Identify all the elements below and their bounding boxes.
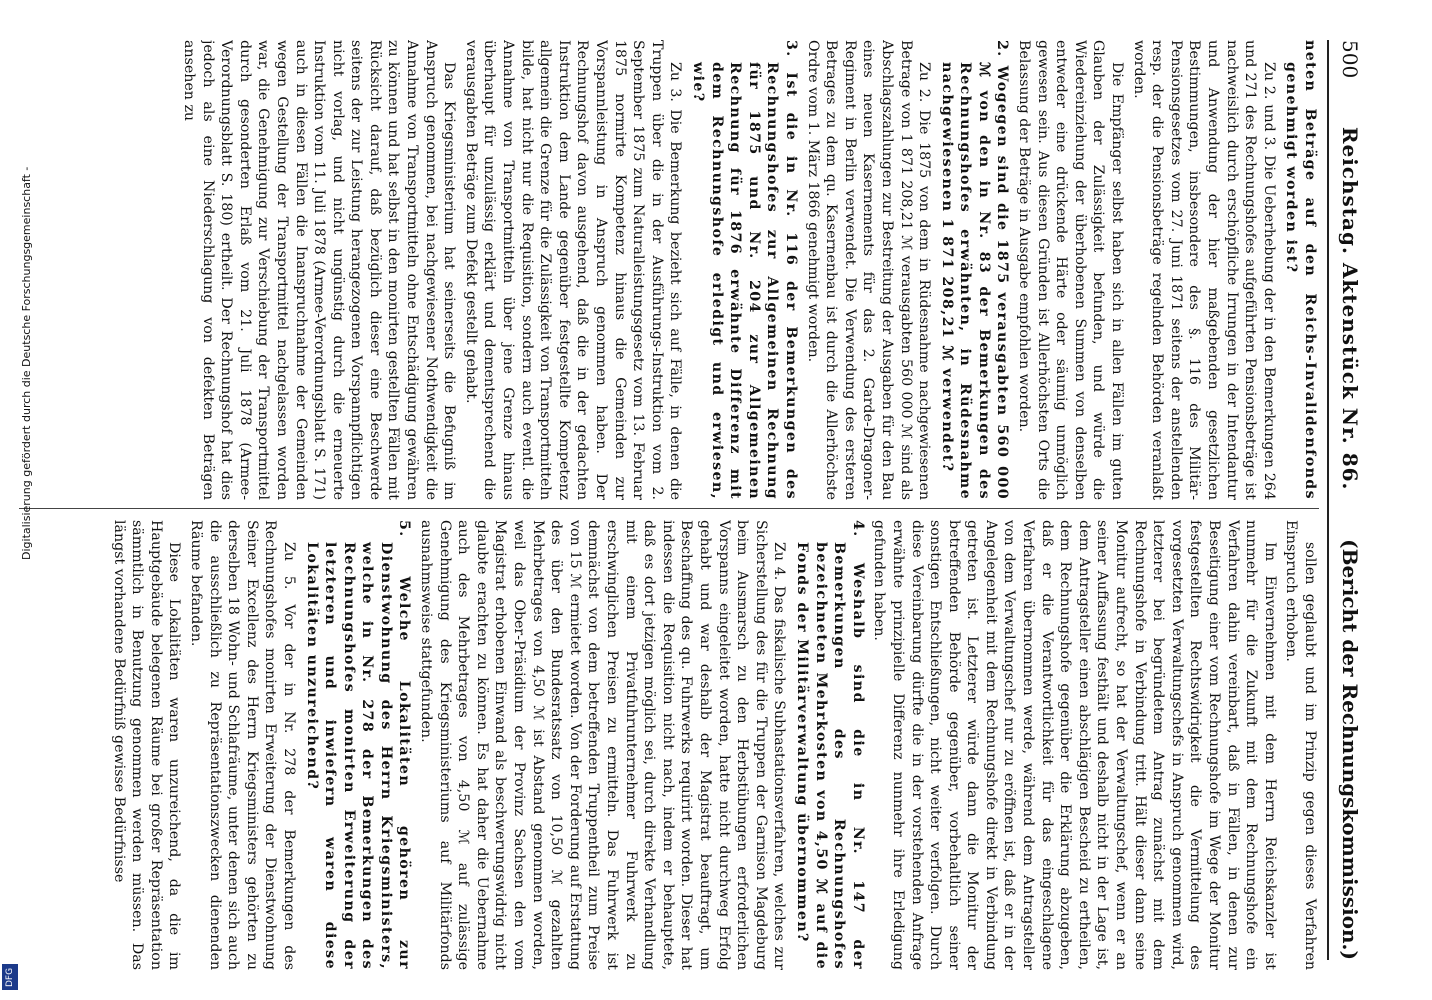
answer-paragraph: Im Einvernehmen mit dem Herrn Reichskanzler ist nunmehr für die Zukunft mit dem Rechnungshofe ein Verfahren dahin vereinbart, daß in Fällen, in denen zur Beseitigung einer vom Rechnungshofe im Wege der Monitur festgestellten Rechtswidrigkeit die Vermittelung des vorgesetzten Verwaltungschefs in Anspruch genommen wird, letzterer bei begründetem Antrag zunächst mit dem Rechnungshofe in Verbindung tritt. Hält dieser dann seine Monitur aufrecht, so hat der Verwaltungschef, wenn er an seiner Auffassung festhält und deshalb nicht in der Lage ist, dem Antragsteller einen abschlägigen Bescheid zu ertheilen, dem Rechnungshofe gegenüber die Erklärung abzugeben, daß er die Verantwortlichkeit für das eingeschlagene Verfahren übernommen werde, während dem Antragsteller von dem Verwaltungschef nur zu eröffnen ist, daß er in der Angelegenheit mit dem Rechnungshofe direkt in Verbindung getreten ist. Letzterer würde dann die Monitur der betreffenden Behörde gegenüber, vorbehaltlich seiner sonstigen Entschließungen, nicht weiter verfolgen. Durch diese Vereinbarung dürfte die in der vorstehenden Anfrage erwähnte prinzipielle Differenz nunmehr ihre Erledigung gefunden haben.: [871, 520, 1278, 970]
header-rule: [1327, 40, 1329, 960]
answer-paragraph: Zu 2. Die 1875 von dem in Rüdesnahme nachgewiesenen Betrage von 1 871 208,21 ℳ verausgabten 560 000 ℳ sind als Abschlagszahlungen zur Bestreitung der Ausgaben für den Bau eines neuen Kasernements für das 2. Garde-Dragoner-Regiment in Berlin verwendet. Die Verwendung des ersteren Betrages zu dem qu. Kasernenbau ist durch die Allerhöchste Ordre vom 1. März 1866 genehmigt worden.: [804, 40, 933, 500]
answer-paragraph: Zu 5. Vor der in Nr. 278 der Bemerkungen des Rechnungshofes monirten Erweiterung der Dienstwohnung Seiner Excellenz des Herrn Kriegsministers gehörten zu derselben 18 Wohn- und Schlafräume, unter denen sich auch die ausschließlich zu Repräsentationszwecken dienenden Räume befanden.: [187, 520, 297, 970]
right-column: [19, 520, 1319, 970]
question-paragraph: neten Beträge auf den Reichs-Invalidenfonds genehmigt worden ist?: [1283, 40, 1318, 500]
question-paragraph: 2. Wogegen sind die 1875 verausgabten 560 000 ℳ von den in Nr. 83 der Bemerkungen des Rechnungshofes erwähnten, in Rüdesnahme nachgewiesenen 1 871 208,21 ℳ verwendet?: [938, 40, 1011, 500]
page-number: 500: [1338, 40, 1362, 79]
question-paragraph: 5. Welche Lokalitäten gehören zur Dienstwohnung des Herrn Kriegsministers, welche in Nr. 278 der Bemerkungen des Rechnungshofes monirten Erweiterung der letzteren und inwiefern waren diese Lokalitäten unzureichend?: [303, 520, 413, 970]
question-paragraph: 4. Weshalb sind die in Nr. 147 der Bemerkungen des Rechnungshofes bezeichneten Mehrkosten von 4,50 ℳ auf die Fonds der Militärverwaltung übernommen?: [793, 520, 866, 970]
credit-text: Digitalisierung gefördert durch die Deutsche Forschungsgemeinschaft -: [20, 166, 33, 560]
answer-paragraph: Die Empfänger selbst haben sich in allen Fällen im guten Glauben der Zulässigkeit befunden, und würde die Wiedereinziehung der überhobenen Summen von denselben entweder eine drückende Härte oder säumig unmöglich gewesen sein. Aus diesen Gründen ist Allerhöchsten Orts die Belassung der Beträge in Ausgabe empfohlen worden.: [1016, 40, 1126, 500]
answer-paragraph: Zu 3. Die Bemerkung bezieht sich auf Fälle, in denen die Truppen über die in der Ausführungs-Instruktion vom 2. September 1875 zum Naturalleistungsgesetz vom 13. Februar 1875 normirte Kompetenz hinaus die Gemeinden zur Vorspannleistung in Anspruch genommen haben. Der Rechnungshof davon ausgehend, daß die in der gedachten Instruktion dem Lande gegenüber festgestellte Kompetenz allgemein die Grenze für die Zulässigkeit von Transportmitteln bilde, hat nicht nur die Requisition, sondern auch eventl. die Annahme von Transportmitteln über jene Grenze hinaus überhaupt für unzulässig erklärt und dementsprechend die verausgabten Beträge zum Defekt gestellt gehabt.: [462, 40, 684, 500]
dfg-logo: DFG: [2, 964, 18, 990]
digitization-credit: [2, 0, 33, 1000]
answer-paragraph: Zu 4. Das fiskalische Subhastationsverfahren, welches zur Sicherstellung des für die Truppen der Garnison Magdeburg beim Ausmarsch zu den Herbstübungen erforderlichen Vorspanns eingeleitet worden, hatte nicht durchweg Erfolg gehabt und war deshalb der Magistrat beauftragt, um Beschaffung des qu. Fuhrwerks requirirt worden. Dieser hat indessen die Requisition nicht nach, indem er behauptete, daß es dort jetzigen möglich sei, durch direkte Verhandlung mit einem Privatfuhrunternehmer Fuhrwerk zu erschwinglichen Preisen zu ermitteln. Das Fuhrwerk ist demnächst von dem betreffenden Truppentheil zum Preise von 15 ℳ ermietet worden. Von der Forderung auf Erstattung des über den Bundesratssatz von 10,50 ℳ gezahlten Mehrbetrages von 4,50 ℳ ist Abstand genommen worden, weil das Ober-Präsidium der Provinz Sachsen den vom Magistrat erhobenen Einwand als beschwerungswidrig nicht glaubte erachten zu können. Es hat daher die Uebernahme auch des Mehrbetrages von 4,50 ℳ auf zulässige Genehmigung des Kriegsministeriums auf Militärfonds ausnahmsweise stattgefunden.: [418, 520, 788, 970]
answer-paragraph: Zu 2. und 3. Die Ueberhebung der in den Bemerkungen 264 und 271 des Rechnungshofes aufgeführten Pensionsbeträge ist nachweislich durch erschöpfliche Irrungen in der Intendantur und Anwendung der hier maßgebenden gesetzlichen Bestimmungen, insbesondere des §. 116 des Militär-Pensionsgesetzes vom 27. Juni 1871 seitens der anstellenden resp. der die Pensionsbeträge regelnden Behörden veranlaßt worden.: [1130, 40, 1277, 500]
answer-paragraph: Diese Lokalitäten waren unzureichend, da die im Hauptgebäude belegenen Räume bei großer Repräsentation sämmtlich in Benutzung genommen werden müssen. Das längst vorhandene Bedürfniß gewisse Bedürfnisse: [110, 520, 183, 970]
page-header: [1333, 40, 1367, 960]
answer-paragraph: sollen geglaubt und im Prinzip gegen dieses Verfahren Einspruch erhoben.: [1283, 520, 1318, 970]
answer-paragraph: Das Kriegsministerium hat seinerseits die Befugniß im Anspruch genommen, bei nachgewiesener Nothwendigkeit die Annahme von Transportmitteln ohne Entschädigung gewähren zu können und hat selbst in den monirten gestellten Fällen mit Rücksicht darauf, daß bezüglich dieser eine Beschwerde seitens der zur Leistung herangezogenen Vorspannpflichtigen nicht vorlag, und nicht ungünstig durch die erneuerte Instruktion vom 11. Juli 1878 (Armee-Verordnungsblatt S. 171) auch in diesen Fällen die Inanspruchnahme der Gemeinden wegen Gestellung der Transportmittel nachgelassen worden war, die Genehmigung zur Verschiebung der Transportmittel durch gesonderten Erlaß vom 21. Juli 1878 (Armee-Verordnungsblatt S. 180) ertheilt. Der Rechnungshof hat dies jedoch als eine Niederschlagung von defekten Beträgen ansehen zu: [180, 40, 458, 500]
page-title: Reichstag. Aktenstück Nr. 86.: [1338, 126, 1362, 491]
column-divider: [19, 508, 1319, 509]
left-column: [19, 40, 1319, 500]
page-subtitle: (Bericht der Rechnungskommission.): [1338, 539, 1362, 960]
question-paragraph: 3. Ist die in Nr. 116 der Bemerkungen des Rechnungshofes zur Allgemeinen Rechnung für 1875 und Nr. 204 zur Allgemeinen Rechnung für 1876 erwähnte Differenz mit dem Rechnungshofe erledigt und erwiesen, wie?: [690, 40, 799, 500]
